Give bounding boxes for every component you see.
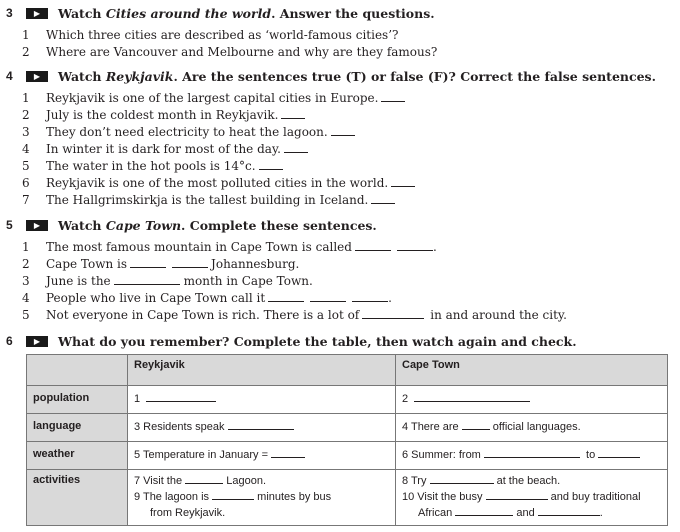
answer-blank[interactable] — [172, 257, 208, 268]
answer-blank[interactable] — [310, 291, 346, 302]
row-label: activities — [27, 470, 128, 526]
answer-blank[interactable] — [455, 506, 513, 516]
play-video-icon[interactable]: ▶ — [26, 336, 48, 347]
answer-blank[interactable] — [355, 240, 391, 251]
answer-blank[interactable] — [371, 193, 395, 204]
exercise-title: Watch Cape Town. Complete these sentences. — [58, 218, 377, 233]
exercise-number: 3 — [6, 6, 13, 20]
answer-blank[interactable] — [212, 490, 254, 500]
answer-blank[interactable] — [114, 274, 180, 285]
answer-blank[interactable] — [362, 308, 424, 319]
answer-blank[interactable] — [414, 392, 530, 402]
answer-blank[interactable] — [397, 240, 433, 251]
play-video-icon[interactable]: ▶ — [26, 71, 48, 82]
answer-blank[interactable] — [538, 506, 600, 516]
answer-blank[interactable] — [391, 176, 415, 187]
answer-blank[interactable] — [228, 420, 294, 430]
table-header-cell: Cape Town — [396, 355, 668, 386]
table-row — [27, 386, 668, 414]
answer-blank[interactable] — [486, 490, 548, 500]
answer-blank[interactable] — [146, 392, 216, 402]
table-row — [27, 442, 668, 470]
play-video-icon[interactable]: ▶ — [26, 220, 48, 231]
table-cell: 6 Summer: from to — [396, 442, 668, 470]
row-label: population — [27, 386, 128, 414]
exercise-title: What do you remember? Complete the table, then watch again and check. — [58, 334, 577, 349]
exercise-number: 4 — [6, 69, 13, 83]
answer-blank[interactable] — [268, 291, 304, 302]
answer-blank[interactable] — [281, 108, 305, 119]
answer-blank[interactable] — [430, 474, 494, 484]
table-cell: 8 Try at the beach. 10 Visit the busy and buy traditional African and . — [396, 470, 668, 526]
answer-blank[interactable] — [462, 420, 490, 430]
answer-blank[interactable] — [331, 125, 355, 136]
answer-blank[interactable] — [284, 142, 308, 153]
exercise-number: 6 — [6, 334, 13, 348]
answer-blank[interactable] — [185, 474, 223, 484]
exercise-title: Watch Cities around the world. Answer the questions. — [58, 6, 435, 21]
answer-blank[interactable] — [352, 291, 388, 302]
play-video-icon[interactable]: ▶ — [26, 8, 48, 19]
table-cell: 2 — [396, 386, 668, 414]
table-cell: 3 Residents speak — [128, 414, 396, 442]
answer-blank[interactable] — [484, 448, 580, 458]
answer-blank[interactable] — [598, 448, 640, 458]
exercise-number: 5 — [6, 218, 13, 232]
table-header-row — [27, 355, 668, 386]
answer-blank[interactable] — [259, 159, 283, 170]
table-header-cell: Reykjavik — [128, 355, 396, 386]
table-cell: 1 — [128, 386, 396, 414]
comparison-table — [26, 354, 668, 526]
answer-blank[interactable] — [381, 91, 405, 102]
table-cell: 7 Visit the Lagoon. 9 The lagoon is minutes by bus from Reykjavik. — [128, 470, 396, 526]
row-label: weather — [27, 442, 128, 470]
answer-blank[interactable] — [271, 448, 305, 458]
table-cell: 4 There are official languages. — [396, 414, 668, 442]
table-row — [27, 414, 668, 442]
table-header-cell — [27, 355, 128, 386]
table-row — [27, 470, 668, 526]
row-label: language — [27, 414, 128, 442]
table-cell: 5 Temperature in January = — [128, 442, 396, 470]
exercise-title: Watch Reykjavik. Are the sentences true (T) or false (F)? Correct the false sentences. — [58, 69, 656, 84]
answer-blank[interactable] — [130, 257, 166, 268]
